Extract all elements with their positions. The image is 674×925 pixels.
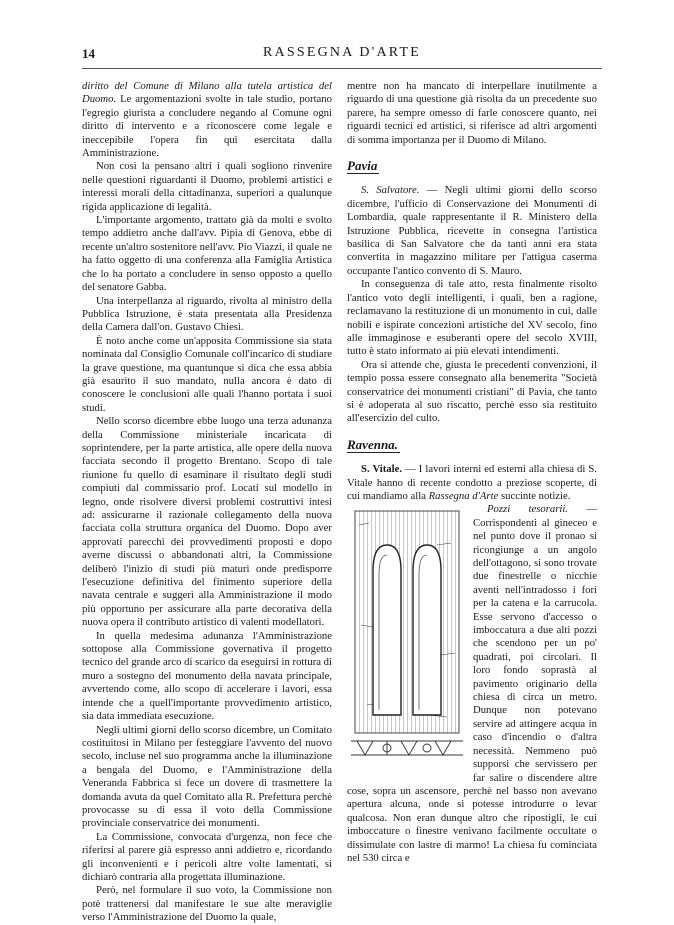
italic-title: S. Salvatore. (361, 184, 420, 197)
right-column (347, 80, 597, 885)
paragraph: Una interpellanza al riguardo, rivolta al ministro della Pubblica Istruzione, è stata presentata alla Presidenza della Camera dall'on. Gustavo Chiesi. (82, 294, 332, 334)
section-heading-text: Ravenna. (347, 436, 398, 452)
header-rule (82, 68, 602, 69)
paragraph (82, 80, 332, 160)
paragraph: In conseguenza di tale atto, resta finalmente risolto l'antico voto degli intelligenti, i quali, ben a ragione, reclamavano la restituzione di un monumento in cui, dalle nobili e ispirate concezioni artistiche del XV secolo, fino alle immaginose e esuberanti opere del secolo XVIII, tutto è stato informato ai più elevati intendimenti. (347, 278, 597, 358)
paragraph: In quella medesima adunanza l'Amministrazione sottopose alla Commissione governativa il progetto tecnico del grande arco di scarico da eseguirsi in rottura di muro a sostegno del monumento della navata principale, avvertendo come, allo scopo di accelerare i lavori, essa intende che a quell'importante provvedimento artistico, sia data immediata esecuzione. (82, 629, 332, 723)
section-heading-ravenna (347, 438, 597, 453)
paragraph (347, 184, 597, 278)
paragraph (347, 463, 597, 503)
section-heading-pavia (347, 159, 597, 174)
paragraph: L'importante argomento, trattato già da molti e svolto tempo addietro anche dall'avv. Pipia di Genova, ebbe di recente un'altro sostenitore nell'avv. Pio Viazzi, il quale ne ha fatto oggetto di una conferenza alla Famiglia Artistica che lo ha portato a concludere in senso opposto a quello del senatore Gabba. (82, 214, 332, 294)
paragraph-text: — Negli ultimi giorni dello scorso dicembre, l'ufficio di Conservazione dei Monumenti di Lombardia, quale rappresentante il R. Ministero della Istruzione Pubblica, ricevette in consegna l'artistica basilica di San Salvatore che da tanti anni era stata convertita in magazzino militare per l'attigua caserma occupante l'antico convento di S. Mauro. (347, 184, 597, 277)
paragraph: Negli ultimi giorni dello scorso dicembre, un Comitato costituitosi in Milano per festeggiare l'avvento del nuovo secolo, incluse nel suo programma anche la illuminazione a bengala del Duomo, e l'Amministrazione della Veneranda Fabbrica si fece un dovere di trasmettere la domanda avuta da quel Comitato alla R. Prefettura perchè provocasse su di essa il voto della Commissione provinciale conservatrice dei monumenti. (82, 723, 332, 830)
paragraph-text: Le argomentazioni svolte in tale studio, portano l'egregio giurista a concludere negando al Comune ogni diritto di intervento e a riconoscere come legale e ineccepibile l'opera fin qui esercitata dalla Amministrazione. (82, 93, 332, 160)
left-column (82, 80, 332, 924)
page-number: 14 (82, 46, 95, 61)
bold-title: S. Vitale. (361, 463, 403, 476)
paragraph-text: — I lavori interni ed esterni alla chiesa di S. Vitale hanno di recente condotto a preziose scoperte, di cui mandiamo alla (347, 463, 597, 502)
italic-journal-name: Rassegna d'Arte (428, 489, 499, 502)
paragraph-text: succinte notizie. (498, 489, 571, 502)
twin-niche-wall-drawing-icon (347, 505, 467, 773)
paragraph: Non così la pensano altri i quali sogliono rinvenire nelle questioni riguardanti il Duomo, problemi artistici e interessi morali della cittadinanza, superiori a qualunque rigida applicazione di legalità. (82, 160, 332, 213)
figure-niches (347, 505, 467, 773)
section-heading-text: Pavia (347, 158, 378, 174)
paragraph: Però, nel formulare il suo voto, la Commissione non potè trattenersi dal manifestare le sue alte meraviglie verso l'Amministrazione del Duomo la quale, (82, 884, 332, 924)
paragraph (347, 503, 597, 865)
paragraph: La Commissione, convocata d'urgenza, non fece che riferirsi al parere già espresso anni addietro e, ricordando gli inconvenienti e i pericoli altre volte lamentati, si dichiarò contraria alla progettata illuminazione. (82, 830, 332, 883)
italic-title: diritto del Comune di Milano alla tutela artistica del Duomo. (82, 80, 332, 106)
journal-title: RASSEGNA D'ARTE (263, 45, 421, 60)
italic-title: Pozzi tesorarii. (487, 503, 568, 516)
paragraph: Nello scorso dicembre ebbe luogo una terza adunanza della Commissione ministeriale incaricata di soprintendere, per la parte artistica, alle opere della nuova facciata secondo il progetto Brentano. Scopo di tale riunione fu quello di esaminare il risultato degli studi compiuti dal commissario prof. Locati sul modello in legno, onde risolvere diversi problemi costruttivi intesi ad: assicurarne il razionale collegamento della nuova facciata colla struttura organica del Duomo. Dopo aver approvati parecchi dei provvedimenti proposti e dopo averne discussi o abbandonati altri, la Commissione deliberò l'inizio di studi più maturi onde predisporre l'esecuzione definitiva del finimento superiore della navata centrale e suggerì alla Amministrazione il modo più opportuno per assicurare alla parte decorativa della nuova opera il contributo artistico di valenti modellatori. (82, 415, 332, 629)
running-head (82, 40, 602, 62)
paragraph: È noto anche come un'apposita Commissione sia stata nominata dal Consiglio Comunale coll'incarico di studiare la grave questione, ma quantunque si dica che essa abbia già esaurito il suo mandato, nulla ancora è dato di conoscere le conclusioni alle quali l'hanno portata i suoi studi. (82, 334, 332, 414)
paragraph: Ora si attende che, giusta le precedenti convenzioni, il tempio possa essere consegnato alla benemerita "Società conservatrice dei monumenti cristiani" di Pavia, che tanto si è adoperata al suo riscatto, perchè esso sia restituito all'esercizio del culto. (347, 358, 597, 425)
paragraph: mentre non ha mancato di interpellare inutilmente a riguardo di una questione già risolta da un precedente suo parere, ha sempre omesso di farle conoscere quanto, nei riguardi tecnici ed artistici, si riferisce ad altri argomenti di somma importanza per il Duomo di Milano. (347, 80, 597, 146)
paragraph-text: — Corrispondenti al gineceo e nel punto dove il pronao si ricongiunge a un angolo dell'ottagono, si sono trovate due finestrelle o nicchie aventi nell'intradosso i fori per la catena e la carrucola. Esse servono d'accesso o imboccatura a due alti pozzi che scendono per un po' quadrati, poi circolari. Il loro fondo soprastà al pavimento originario della chiesa di circa un metro. Dunque non potevano servire ad attingere acqua in caso d'incendio o d'altra necessità. Nemmeno può supporsi che servissero per far salire o discendere altre cose, sopra un ascensore, perchè nel basso non avevano apertura alcuna, onde si potesse introdurre o levar qualcosa. Non eran dunque altro che ripostigli, le cui imboccature o finestre venivano facilmente occultate o dissimulate con lastre di marmo! La chiesa fu cominciata nel 530 circa e (347, 503, 597, 864)
